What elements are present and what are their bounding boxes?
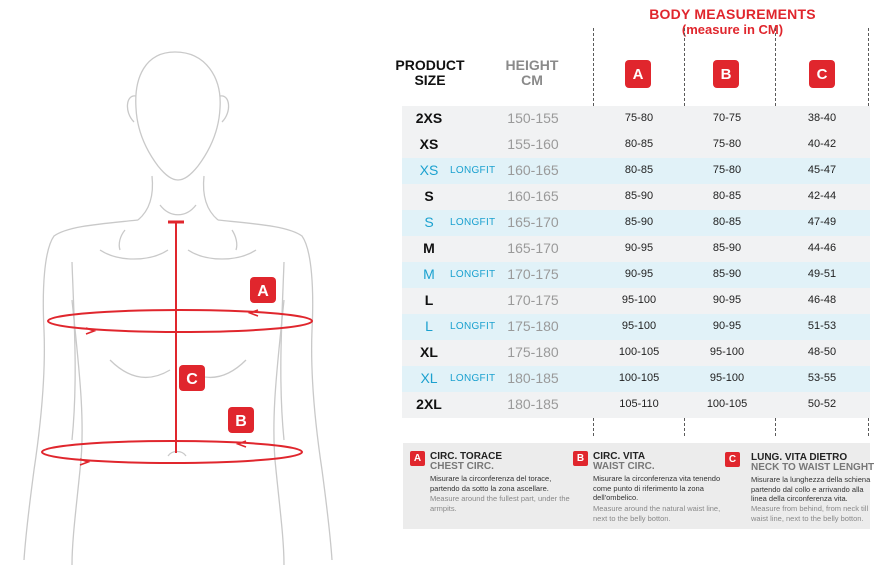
- cell-measure-b: 85-90: [712, 242, 742, 254]
- legend-badge-b: B: [573, 451, 588, 466]
- cell-measure-c: 42-44: [807, 190, 837, 202]
- cell-measure-b: 100-105: [706, 398, 748, 410]
- cell-size: XL: [420, 370, 438, 386]
- column-header-height-line2: CM: [521, 72, 543, 88]
- cell-measure-c: 46-48: [807, 294, 837, 306]
- cell-height: 175-180: [507, 344, 559, 360]
- table-row: [402, 288, 870, 314]
- cell-measure-b: 80-85: [712, 190, 742, 202]
- cell-height: 180-185: [507, 396, 559, 412]
- cell-measure-b: 95-100: [709, 372, 745, 384]
- cell-size: M: [423, 240, 435, 256]
- cell-height: 180-185: [507, 370, 559, 386]
- legend-desc-it: Misurare la circonferenza vita tenendo come punto di riferimento la zona dell'ombelico.: [593, 474, 721, 502]
- cell-size: M: [423, 266, 435, 282]
- cell-height: 170-175: [507, 292, 559, 308]
- table-row: [402, 158, 870, 184]
- cell-measure-a: 95-100: [621, 320, 657, 332]
- cell-size: L: [425, 318, 433, 334]
- cell-fit-tag: LONGFIT: [450, 165, 496, 176]
- legend-title-it: LUNG. VITA DIETRO: [751, 452, 848, 463]
- cell-height: 160-165: [507, 188, 559, 204]
- column-badge-c: C: [809, 60, 835, 88]
- cell-measure-a: 90-95: [624, 242, 654, 254]
- cell-measure-c: 50-52: [807, 398, 837, 410]
- cell-size: 2XL: [416, 396, 442, 412]
- cell-measure-b: 95-100: [709, 346, 745, 358]
- figure-badge-a: [250, 277, 276, 303]
- legend-title-it: CIRC. TORACE: [430, 451, 503, 462]
- cell-height: 165-170: [507, 240, 559, 256]
- cell-measure-b: 85-90: [712, 268, 742, 280]
- measure-ellipse-a: [48, 310, 312, 334]
- cell-fit-tag: LONGFIT: [450, 217, 496, 228]
- svg-text:A: A: [257, 283, 269, 300]
- cell-measure-b: 70-75: [712, 112, 742, 124]
- column-badge-a: A: [625, 60, 651, 88]
- cell-size: XS: [419, 136, 439, 152]
- cell-height: 150-155: [507, 110, 559, 126]
- legend-badge-c: C: [725, 452, 740, 467]
- cell-measure-a: 85-90: [624, 190, 654, 202]
- cell-height: 170-175: [507, 266, 559, 282]
- cell-measure-c: 45-47: [807, 164, 837, 176]
- chart-title: BODY MEASUREMENTS: [649, 6, 816, 22]
- legend-badge-a: A: [410, 451, 425, 466]
- cell-measure-b: 90-95: [712, 320, 742, 332]
- legend-desc-en: Measure around the fullest part, under the armpits.: [430, 494, 570, 513]
- cell-height: 175-180: [507, 318, 559, 334]
- table-row: [402, 184, 870, 210]
- legend-title-en: CHEST CIRC.: [430, 461, 494, 472]
- cell-measure-c: 47-49: [807, 216, 837, 228]
- svg-text:B: B: [235, 413, 247, 430]
- table-row: [402, 366, 870, 392]
- legend-desc-it: Misurare la circonferenza del torace, partendo da sotto la zona ascellare.: [430, 474, 552, 493]
- cell-size: XL: [420, 344, 438, 360]
- cell-height: 160-165: [507, 162, 559, 178]
- cell-measure-a: 85-90: [624, 216, 654, 228]
- cell-measure-b: 75-80: [712, 138, 742, 150]
- cell-measure-a: 100-105: [618, 346, 660, 358]
- cell-measure-c: 49-51: [807, 268, 837, 280]
- cell-measure-b: 80-85: [712, 216, 742, 228]
- legend-title-en: WAIST CIRC.: [593, 461, 655, 472]
- cell-measure-a: 90-95: [624, 268, 654, 280]
- cell-size: S: [424, 214, 434, 230]
- legend-desc-en: Measure from behind, from neck till waist line, next to the belly botton.: [751, 504, 869, 523]
- table-row: [402, 314, 870, 340]
- cell-measure-c: 44-46: [807, 242, 837, 254]
- table-row: [402, 392, 870, 418]
- cell-height: 155-160: [507, 136, 559, 152]
- table-row: [402, 106, 870, 132]
- cell-fit-tag: LONGFIT: [450, 373, 496, 384]
- body-figure-illustration: [0, 0, 400, 565]
- cell-size: 2XS: [415, 110, 443, 126]
- legend-title-en: NECK TO WAIST LENGHT: [751, 462, 875, 473]
- column-header-product-line1: PRODUCT: [395, 57, 465, 73]
- cell-measure-c: 53-55: [807, 372, 837, 384]
- cell-size: S: [424, 188, 434, 204]
- size-table: [402, 106, 870, 418]
- figure-badge-b: [228, 407, 254, 433]
- cell-measure-b: 90-95: [712, 294, 742, 306]
- cell-measure-a: 105-110: [619, 398, 659, 410]
- cell-height: 165-170: [507, 214, 559, 230]
- cell-measure-c: 38-40: [807, 112, 837, 124]
- table-row: [402, 236, 870, 262]
- table-row: [402, 262, 870, 288]
- column-badge-b: B: [713, 60, 739, 88]
- cell-fit-tag: LONGFIT: [450, 269, 496, 280]
- cell-measure-b: 75-80: [712, 164, 742, 176]
- column-header-height: [498, 58, 566, 88]
- figure-badge-c: [179, 365, 205, 391]
- cell-size: L: [424, 292, 434, 308]
- cell-measure-a: 80-85: [624, 164, 654, 176]
- table-row: [402, 340, 870, 366]
- cell-measure-c: 40-42: [807, 138, 837, 150]
- cell-measure-a: 80-85: [624, 138, 654, 150]
- column-header-product-line2: SIZE: [414, 72, 446, 88]
- chart-unit: (measure in CM): [681, 22, 784, 37]
- cell-fit-tag: LONGFIT: [450, 321, 496, 332]
- measure-line-c: [168, 222, 184, 453]
- cell-measure-a: 75-80: [624, 112, 654, 124]
- svg-text:C: C: [186, 371, 198, 388]
- cell-measure-a: 100-105: [618, 372, 660, 384]
- cell-measure-c: 48-50: [807, 346, 837, 358]
- legend-desc-en: Measure around the natural waist line, next to the belly botton.: [593, 504, 721, 523]
- table-row: [402, 132, 870, 158]
- table-row: [402, 210, 870, 236]
- cell-size: XS: [419, 162, 439, 178]
- legend-panel: [403, 443, 875, 529]
- legend-desc-it: Misurare la lunghezza della schiena partendo dal collo e arrivando alla linea della circonferenza vita.: [751, 475, 871, 503]
- cell-measure-c: 51-53: [807, 320, 837, 332]
- legend-title-it: CIRC. VITA: [593, 451, 646, 462]
- cell-measure-a: 95-100: [621, 294, 657, 306]
- column-header-product-size: [392, 58, 468, 88]
- column-header-height-line1: HEIGHT: [505, 57, 559, 73]
